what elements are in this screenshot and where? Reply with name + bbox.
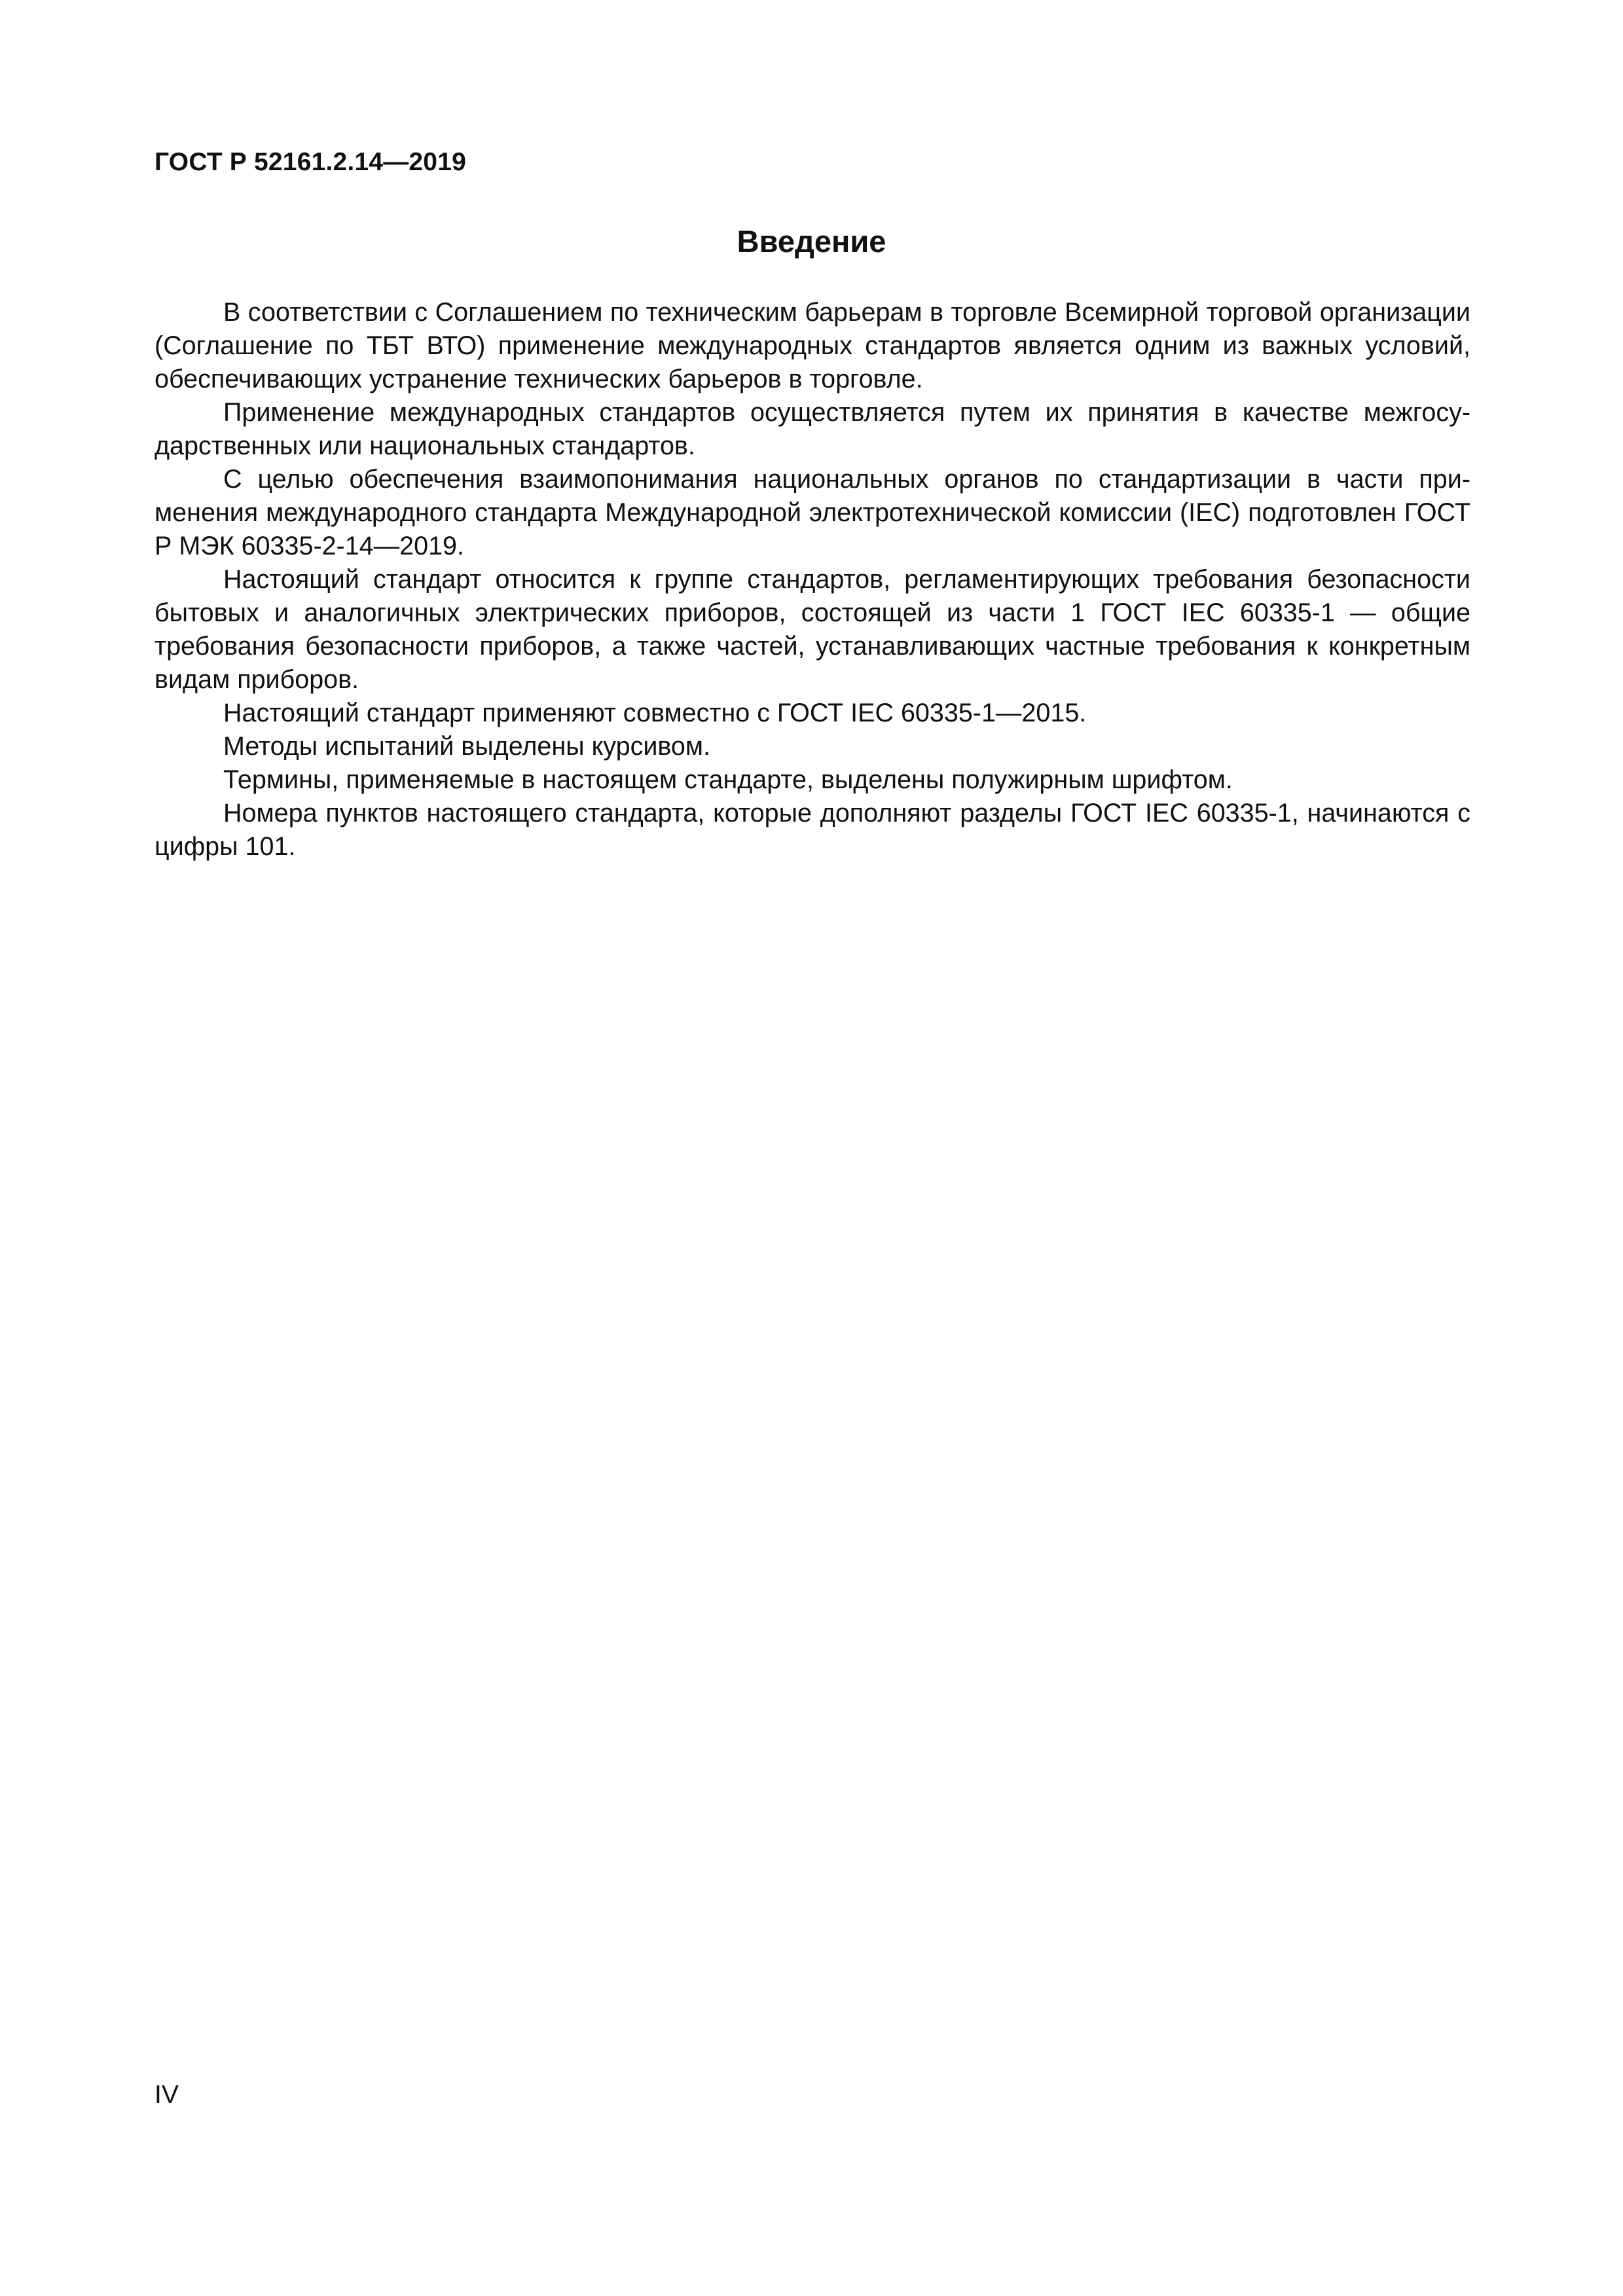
paragraph: Настоящий стандарт относится к группе стандартов, регламентирующих требования безопасности бытовых и аналогичных электрических приборов, состоящей из части 1 ГОСТ IEC 60335-1 — общие требования безопасности приборов, а также частей, устанавливающих частные требования к конкретным видам приборов.: [155, 565, 1470, 694]
paragraph: Методы испытаний выделены курсивом.: [223, 732, 711, 761]
paragraph: Применение международных стандартов осуществляется путем их принятия в качестве межгосударственных или национальных стандартов.: [155, 398, 1470, 460]
page-number: IV: [155, 2081, 179, 2109]
paragraph: Номера пунктов настоящего стандарта, которые дополняют разделы ГОСТ IEC 60335-1, начинаются с цифры 101.: [155, 799, 1470, 861]
body-text: [155, 296, 1470, 864]
document-header: ГОСТ Р 52161.2.14—2019: [155, 148, 466, 176]
section-title: Введение: [737, 224, 886, 259]
paragraph: В соответствии с Соглашением по техническим барьерам в торговле Всемирной торговой организации (Соглашение по ТБТ ВТО) применение международных стандартов является одним из важных условий, обеспечивающих устранение технических барьеров в торговле.: [155, 298, 1470, 393]
paragraph: Термины, применяемые в настоящем стандарте, выделены полужирным шрифтом.: [223, 765, 1233, 794]
paragraph: Настоящий стандарт применяют совместно с ГОСТ IEC 60335-1—2015.: [223, 699, 1087, 727]
paragraph: С целью обеспечения взаимопонимания национальных органов по стандартизации в части применения международного стандарта Международной электротехнической комиссии (IEC) подготовлен ГОСТ Р МЭК 60335-2-14—2019.: [155, 465, 1470, 560]
